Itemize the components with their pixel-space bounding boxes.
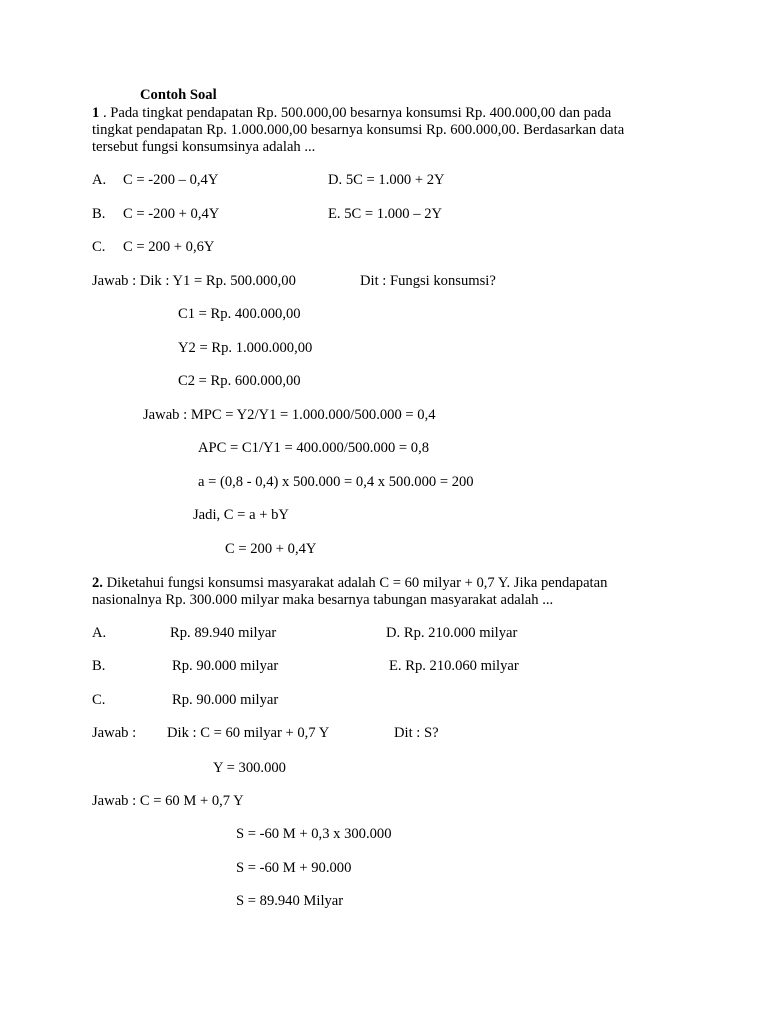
question-1-line-3: tersebut fungsi konsumsinya adalah ...	[92, 139, 316, 155]
q2-answer-jawab: Jawab :	[92, 725, 137, 741]
q1-answer-dik: Jawab : Dik : Y1 = Rp. 500.000,00	[92, 273, 296, 289]
q2-answer-y: Y = 300.000	[213, 760, 286, 776]
q2-answer-dik: Dik : C = 60 milyar + 0,7 Y	[167, 725, 330, 741]
question-2-text: Diketahui fungsi konsumsi masyarakat adalah C = 60 milyar + 0,7 Y. Jika pendapatan	[102, 575, 608, 591]
q1-answer-jadi: Jadi, C = a + bY	[193, 507, 289, 523]
q1-answer-apc: APC = C1/Y1 = 400.000/500.000 = 0,8	[198, 440, 430, 456]
q2-answer-s2: S = -60 M + 90.000	[236, 860, 352, 876]
question-1-text: . Pada tingkat pendapatan Rp. 500.000,00 besarnya konsumsi Rp. 400.000,00 dan pada	[99, 105, 612, 121]
q2-answer-s1: S = -60 M + 0,3 x 300.000	[236, 826, 392, 842]
q1-answer-c1: C1 = Rp. 400.000,00	[178, 306, 301, 322]
q1-answer-result: C = 200 + 0,4Y	[225, 541, 317, 557]
q1-answer-c2: C2 = Rp. 600.000,00	[178, 373, 301, 389]
q1-option-c-letter: C.	[92, 239, 106, 255]
q2-option-a-letter: A.	[92, 625, 107, 641]
q1-option-a-text: C = -200 – 0,4Y	[123, 172, 219, 188]
page-title: Contoh Soal	[140, 87, 217, 103]
q2-option-a-text: Rp. 89.940 milyar	[170, 625, 277, 641]
q1-answer-a: a = (0,8 - 0,4) x 500.000 = 0,4 x 500.000 = 200	[198, 474, 474, 490]
q1-answer-dit: Dit : Fungsi konsumsi?	[360, 273, 496, 289]
q1-option-e: E. 5C = 1.000 – 2Y	[328, 206, 443, 222]
q1-option-b-letter: B.	[92, 206, 106, 222]
question-2-line-2: nasionalnya Rp. 300.000 milyar maka besarnya tabungan masyarakat adalah ...	[92, 592, 554, 608]
q2-answer-c: Jawab : C = 60 M + 0,7 Y	[92, 793, 244, 809]
q1-option-a-letter: A.	[92, 172, 107, 188]
q1-option-c-text: C = 200 + 0,6Y	[123, 239, 215, 255]
q2-option-b-text: Rp. 90.000 milyar	[172, 658, 279, 674]
question-1-number: 1	[92, 105, 100, 121]
q2-option-c-text: Rp. 90.000 milyar	[172, 692, 279, 708]
q2-option-d: D. Rp. 210.000 milyar	[386, 625, 518, 641]
question-2-line-1	[92, 575, 607, 592]
q2-option-e: E. Rp. 210.060 milyar	[389, 658, 519, 674]
question-1-line-2: tingkat pendapatan Rp. 1.000.000,00 besarnya konsumsi Rp. 600.000,00. Berdasarkan data	[92, 122, 625, 138]
q2-answer-dit: Dit : S?	[394, 725, 439, 741]
q1-option-b-text: C = -200 + 0,4Y	[123, 206, 220, 222]
question-2-number: 2.	[92, 575, 103, 591]
question-1-line-1	[92, 105, 611, 122]
q1-answer-mpc: Jawab : MPC = Y2/Y1 = 1.000.000/500.000 = 0,4	[143, 407, 436, 423]
q2-option-c-letter: C.	[92, 692, 106, 708]
q1-option-d: D. 5C = 1.000 + 2Y	[328, 172, 445, 188]
q2-option-b-letter: B.	[92, 658, 106, 674]
q1-answer-y2: Y2 = Rp. 1.000.000,00	[178, 340, 313, 356]
q2-answer-s3: S = 89.940 Milyar	[236, 893, 344, 909]
